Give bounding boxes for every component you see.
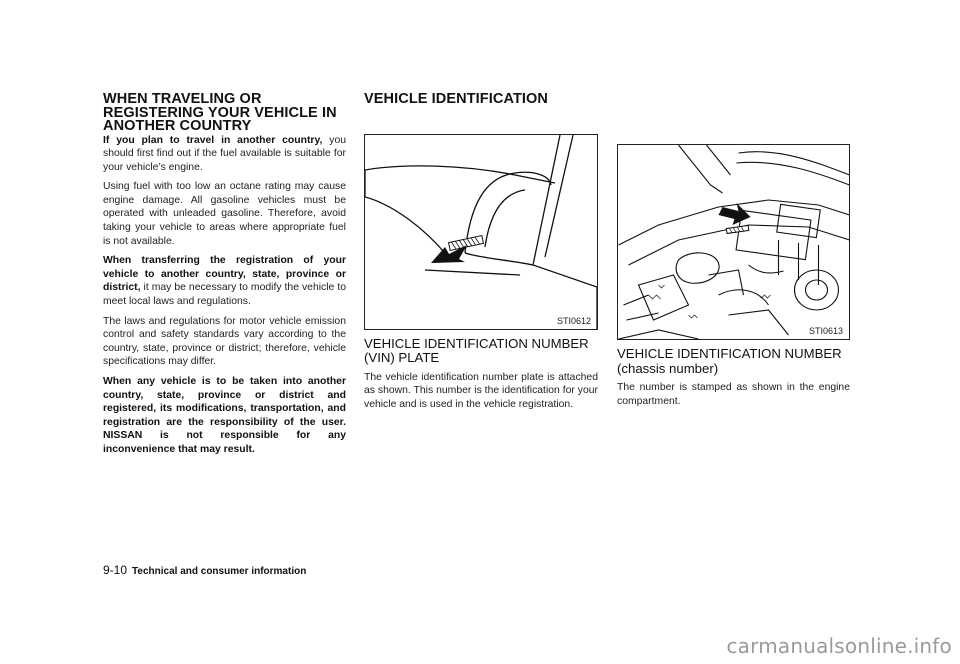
paragraph-travel	[103, 134, 346, 175]
registration-lead: When transferring the registration of your vehicle to another country, state, province or district,	[103, 255, 346, 294]
middle-column	[364, 93, 598, 417]
chassis-number-mark	[726, 225, 748, 233]
figure-code-chassis: STI0613	[808, 326, 843, 336]
engine-drawing	[618, 145, 850, 339]
page-number: 9-10	[103, 563, 128, 577]
paragraph-laws: The laws and regulations for motor vehicle emission control and safety standards vary according to the country, state, province or district; therefore, vehicle specifications may differ.	[103, 315, 346, 368]
chapter-title: Technical and consumer information	[132, 566, 307, 577]
pointer-arrow	[431, 245, 467, 263]
paragraph-responsibility: When any vehicle is to be taken into another country, state, province or district and registered, its modifications, transportation, and registration are the responsibility of the user. NISSAN is not responsible for any inconvenience that may result.	[103, 376, 346, 455]
site-watermark: carmanualsonline.info	[726, 634, 952, 658]
chassis-number-text: The number is stamped as shown in the engine compartment.	[617, 382, 850, 407]
figure-code-vin: STI0612	[556, 315, 591, 326]
section-heading-traveling: WHEN TRAVELING OR REGISTERING YOUR VEHICLE IN ANOTHER COUNTRY	[103, 91, 337, 134]
chassis-number-heading: VEHICLE IDENTIFICATION NUMBER (chassis number)	[617, 346, 842, 376]
section-heading-vehicle-id: VEHICLE IDENTIFICATION	[364, 91, 548, 107]
page-footer	[103, 561, 306, 579]
vin-plate-heading: VEHICLE IDENTIFICATION NUMBER (VIN) PLATE	[364, 335, 589, 365]
vin-plate-text: The vehicle identification number plate is attached as shown. This number is the identification for your vehicle and is used in the vehicle registration.	[364, 371, 598, 410]
engine-compartment-illustration	[617, 144, 850, 340]
travel-lead: If you plan to travel in another country,	[103, 134, 323, 146]
paragraph-registration	[103, 254, 346, 308]
vin-plate-drawing	[365, 135, 597, 329]
left-column	[103, 93, 346, 463]
right-column	[617, 93, 850, 414]
paragraph-octane: Using fuel with too low an octane rating may cause engine damage. All gasoline vehicles must be operated with unleaded gasoline. Therefore, avoid taking your vehicle to areas where appropriate fuel is not available.	[103, 181, 346, 247]
travel-rest: you should first find out if the fuel available is suitable for your vehicle’s engine.	[103, 134, 346, 173]
vin-plate-illustration	[364, 134, 598, 330]
registration-rest: it may be necessary to modify the vehicle to meet local laws and regulations.	[103, 282, 346, 308]
